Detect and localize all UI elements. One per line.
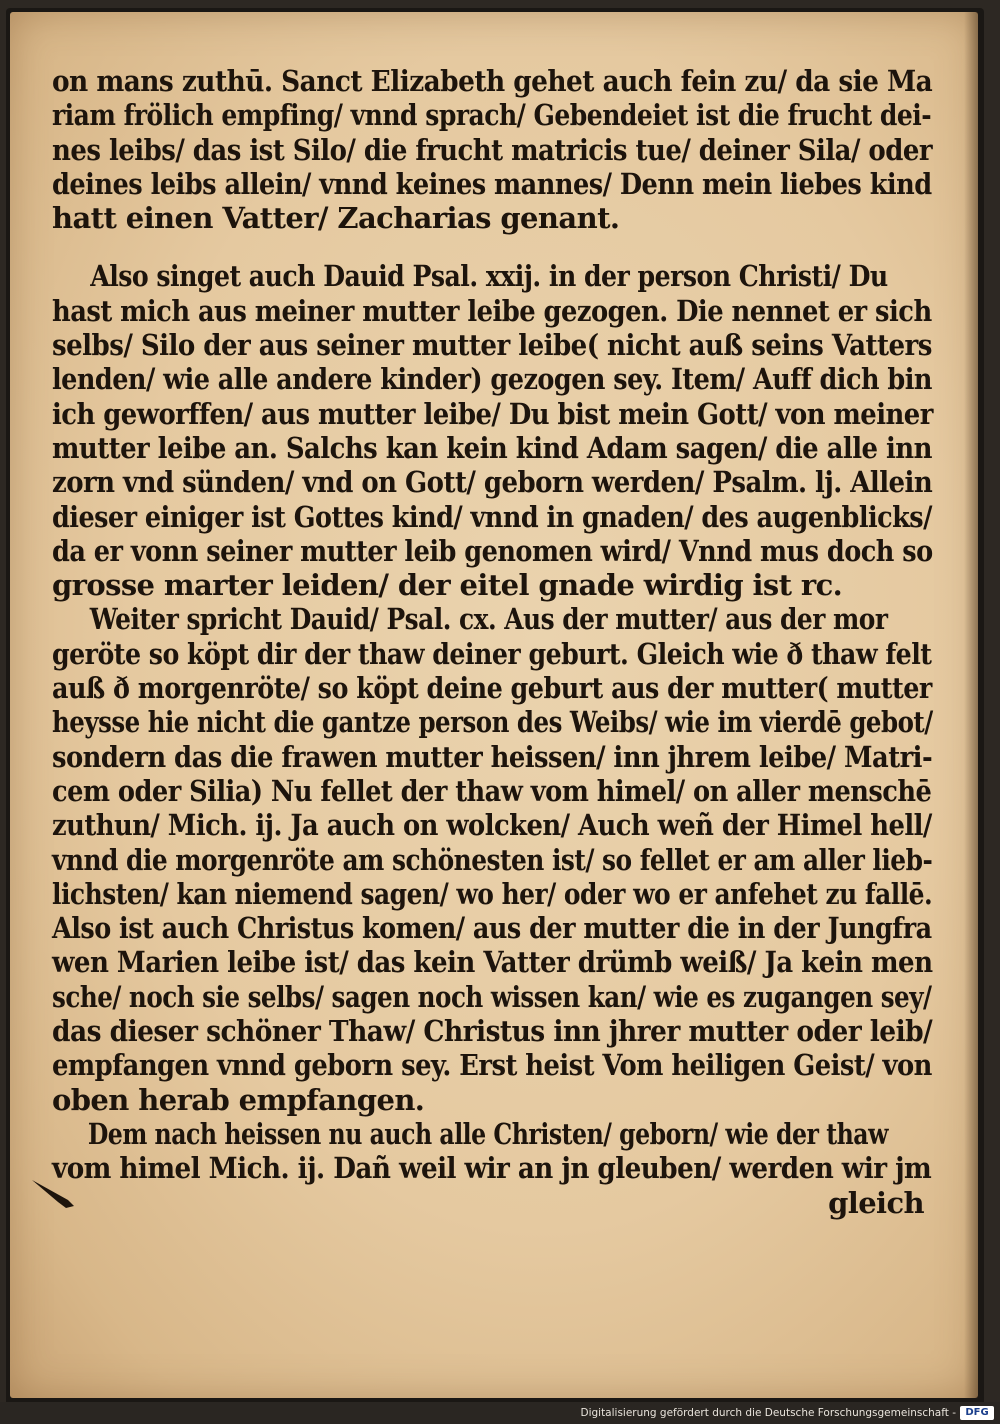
text-line: empfangen vnnd geborn sey. Erst heist Vom heiligen Geist/ von xyxy=(52,1048,932,1083)
text-line: vnnd die morgenröte am schönesten ist/ so fellet er am aller lieb- xyxy=(52,842,933,877)
text-line: sondern das die frawen mutter heissen/ inn jhrem leibe/ Matri- xyxy=(52,739,933,774)
text-block xyxy=(52,64,932,1220)
text-line: auß ð morgenröte/ so köpt deine geburt aus der mutter( mutter xyxy=(52,671,932,706)
text-line: das dieser schöner Thaw/ Christus inn jhrer mutter oder leib/ xyxy=(52,1014,933,1049)
text-line: Weiter spricht Dauid/ Psal. cx. Aus der mutter/ aus der mor xyxy=(89,602,888,637)
text-line: Also ist auch Christus komen/ aus der mutter die in der Jungfra xyxy=(52,911,932,946)
text-line: lichsten/ kan niemend sagen/ wo her/ oder wo er anfehet zu fallē. xyxy=(52,876,933,911)
text-line: heysse hie nicht die gantze person des Weibs/ wie im vierdē gebot/ xyxy=(52,705,933,740)
text-line: sche/ noch sie selbs/ sagen noch wissen kan/ wie es zugangen sey/ xyxy=(52,979,932,1014)
text-line: ich geworffen/ aus mutter leibe/ Du bist mein Gott/ von meiner xyxy=(52,396,933,431)
text-line: hatt einen Vatter/ Zacharias genant. xyxy=(52,201,620,236)
text-line: zuthun/ Mich. ij. Ja auch on wolcken/ Auch weñ der Himel hell/ xyxy=(52,808,932,843)
dfg-logo: DFG xyxy=(960,1406,994,1420)
text-line: oben herab empfangen. xyxy=(52,1082,425,1117)
footer-bar xyxy=(0,1402,1000,1424)
text-line: on mans zuthū. Sanct Elizabeth gehet auch fein zu/ da sie Ma xyxy=(52,64,933,98)
text-line: geröte so köpt dir der thaw deiner geburt. Gleich wie ð thaw felt xyxy=(52,636,932,671)
text-line: Dem nach heissen nu auch alle Christen/ geborn/ wie der thaw xyxy=(87,1116,888,1151)
text-line: cem oder Silia) Nu fellet der thaw vom himel/ on aller menschē xyxy=(52,773,932,808)
text-line: da er vonn seiner mutter leib genomen wird/ Vnnd mus doch so xyxy=(52,533,933,568)
footer-credit: Digitalisierung gefördert durch die Deutsche Forschungsgemeinschaft - xyxy=(580,1407,956,1419)
text-line: riam frölich empfing/ vnnd sprach/ Gebendeiet ist die frucht dei- xyxy=(52,98,932,133)
page-edge xyxy=(964,12,978,1398)
text-line: selbs/ Silo der aus seiner mutter leibe( nicht auß seins Vatters xyxy=(52,328,932,363)
text-line: wen Marien leibe ist/ das kein Vatter drümb weiß/ Ja kein men xyxy=(52,945,933,980)
text-line: Also singet auch Dauid Psal. xxij. in der person Christi/ Du xyxy=(90,259,888,294)
text-line: lenden/ wie alle andere kinder) gezogen sey. Item/ Auff dich bin xyxy=(52,362,932,397)
text-line: grosse marter leiden/ der eitel gnade wirdig ist rc. xyxy=(52,568,843,603)
text-line: dieser einiger ist Gottes kind/ vnnd in gnaden/ des augenblicks/ xyxy=(52,499,932,534)
catchword: gleich xyxy=(828,1185,924,1220)
text-line: zorn vnd sünden/ vnd on Gott/ geborn werden/ Psalm. lj. Allein xyxy=(52,465,933,500)
text-line: deines leibs allein/ vnnd keines mannes/ Denn mein liebes kind xyxy=(52,166,932,201)
text-line: mutter leibe an. Salchs kan kein kind Adam sagen/ die alle inn xyxy=(52,430,932,465)
paragraph-gap xyxy=(52,235,932,259)
manicule-mark-icon xyxy=(28,1172,84,1212)
text-line: hast mich aus meiner mutter leibe gezogen. Die nennet er sich xyxy=(52,293,932,328)
text-line: vom himel Mich. ij. Dañ weil wir an jn gleuben/ werden wir jm xyxy=(52,1151,932,1186)
text-line: nes leibs/ das ist Silo/ die frucht matricis tue/ deiner Sila/ oder xyxy=(52,132,932,167)
